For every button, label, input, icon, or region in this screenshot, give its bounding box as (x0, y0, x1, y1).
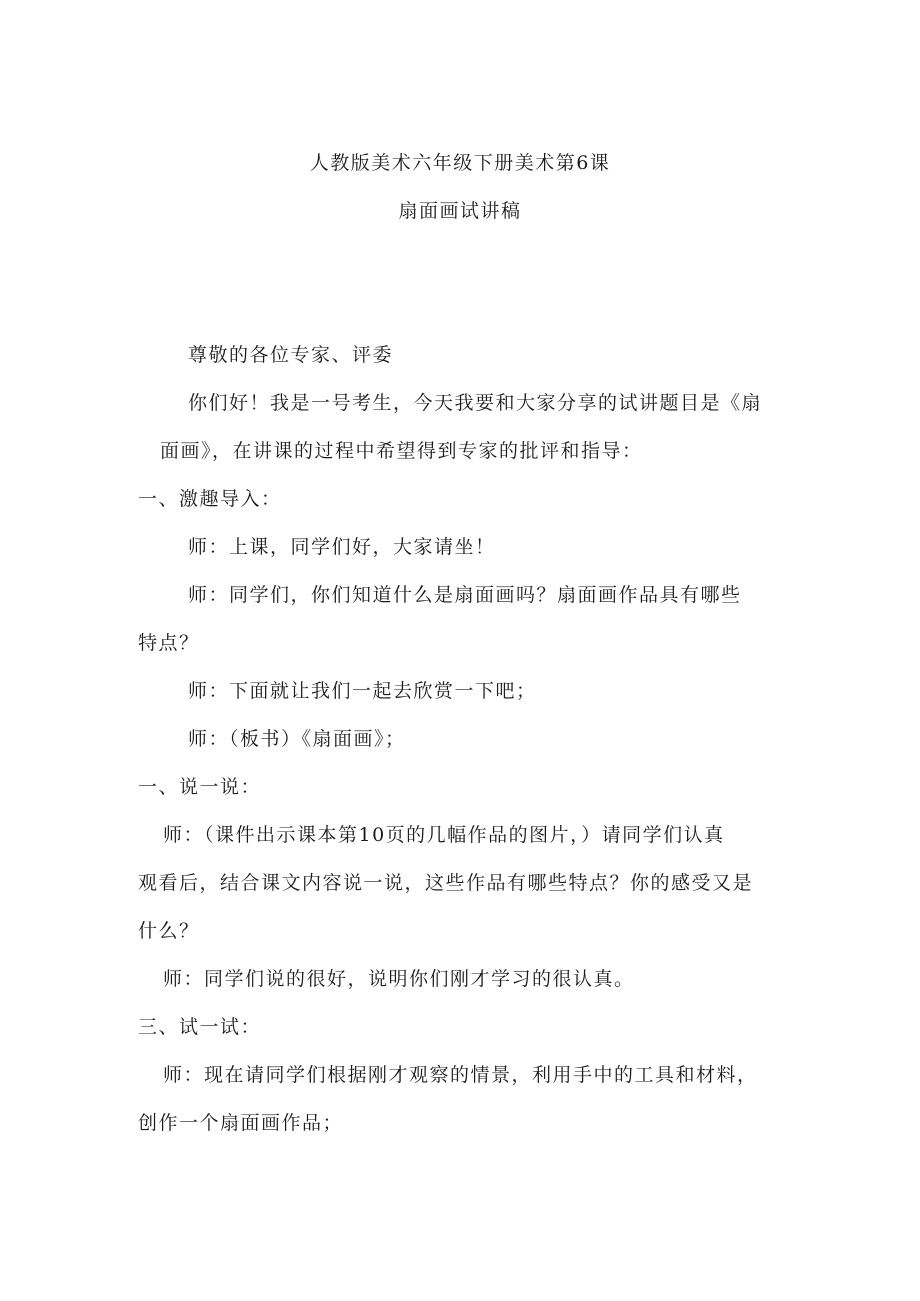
paragraph-line: 师：同学们，你们知道什么是扇面画吗？扇面画作品具有哪些 (188, 584, 742, 606)
title-line-2: 扇面画试讲稿 (398, 200, 522, 222)
paragraph-line: 师：（板书）《扇面画》； (188, 728, 406, 750)
paragraph-line: 师：下面就让我们一起去欣赏一下吧； (188, 680, 537, 702)
paragraph-line: 创作一个扇面画作品； (138, 1112, 344, 1134)
paragraph-line: 你们好！我是一号考生，今天我要和大家分享的试讲题目是《扇 (188, 392, 763, 414)
paragraph-line: 师：（课件出示课本第10页的几幅作品的图片，）请同学们认真 (163, 824, 725, 846)
paragraph-line: 特点？ (138, 632, 200, 654)
paragraph-line: 师：上课，同学们好，大家请坐！ (188, 536, 496, 558)
section-heading: 一、激趣导入： (138, 488, 282, 510)
section-heading: 一、说一说： (138, 776, 262, 798)
paragraph-line: 面画》，在讲课的过程中希望得到专家的批评和指导： (160, 440, 643, 462)
paragraph-line: 师：同学们说的很好，说明你们刚才学习的很认真。 (163, 968, 635, 990)
paragraph-line: 观看后，结合课文内容说一说，这些作品有哪些特点？你的感受又是 (138, 872, 754, 894)
section-heading: 三、试一试： (138, 1016, 262, 1038)
paragraph-line: 什么？ (138, 920, 200, 942)
salutation: 尊敬的各位专家、评委 (188, 344, 394, 366)
title-line-1: 人教版美术六年级下册美术第6课 (309, 152, 611, 174)
paragraph-line: 师：现在请同学们根据刚才观察的情景，利用手中的工具和材料， (163, 1064, 758, 1086)
